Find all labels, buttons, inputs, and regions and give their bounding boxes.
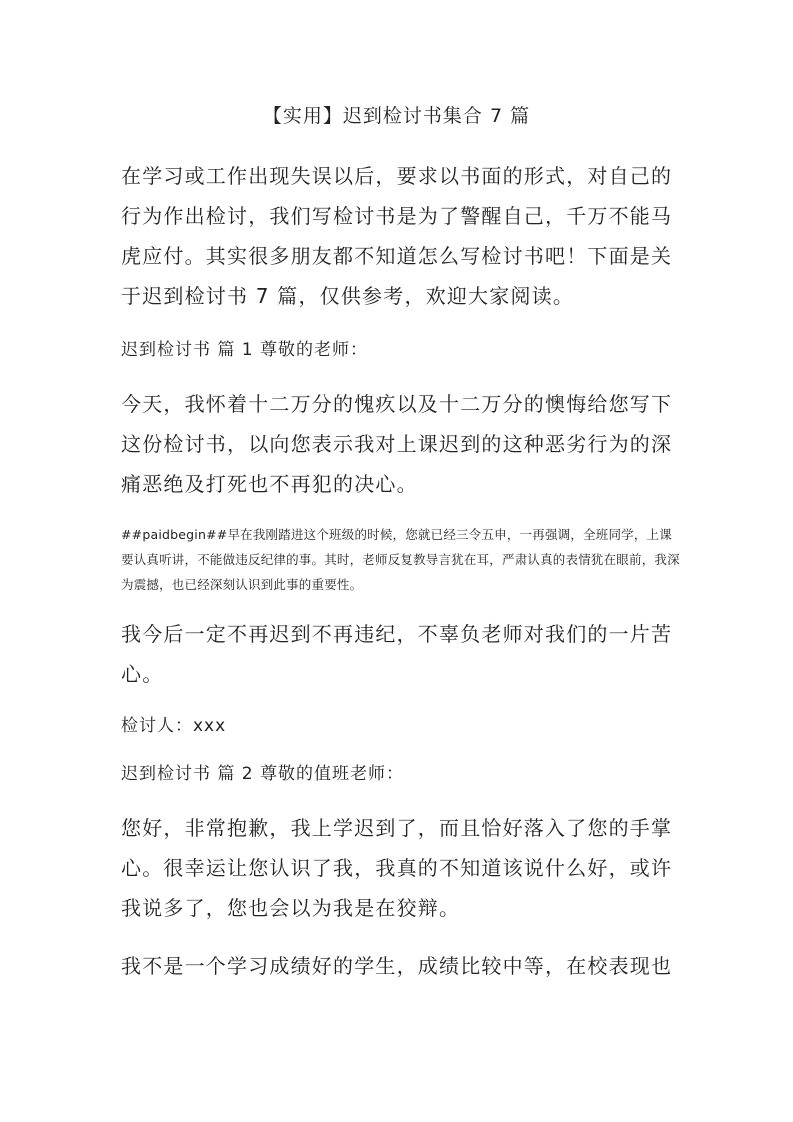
section-1-paragraph-3: 我今后一定不再迟到不再违纪，不辜负老师对我们的一片苦心。 bbox=[121, 622, 673, 686]
section-2-paragraph-2: 我不是一个学习成绩好的学生，成绩比较中等，在校表现也 bbox=[121, 954, 673, 978]
section-2-paragraph-1: 您好，非常抱歉，我上学迟到了，而且恰好落入了您的手掌心。很幸运让您认识了我，我真的不知道该说什么好，或许我说多了，您也会以为我是在狡辩。 bbox=[121, 816, 673, 920]
section-1-signature: 检讨人：xxx bbox=[121, 716, 227, 736]
section-1-heading: 迟到检讨书 篇 1 尊敬的老师： bbox=[121, 340, 369, 360]
document-title: 【实用】迟到检讨书集合 7 篇 bbox=[262, 105, 531, 127]
intro-paragraph: 在学习或工作出现失误以后，要求以书面的形式，对自己的行为作出检讨，我们写检讨书是为了警醒自己，千万不能马虎应付。其实很多朋友都不知道怎么写检讨书吧！下面是关于迟到检讨书 7 篇，仅供参考，欢迎大家阅读。 bbox=[121, 164, 673, 308]
section-1-paragraph-2: ##paidbegin##早在我刚踏进这个班级的时候，您就已经三令五申，一再强调，全班同学，上课要认真听讲，不能做违反纪律的事。其时，老师反复教导言犹在耳，严肃认真的表情犹在眼前，我深为震撼，也已经深刻认识到此事的重要性。 bbox=[121, 527, 680, 592]
document-body bbox=[121, 156, 681, 986]
section-2-heading: 迟到检讨书 篇 2 尊敬的值班老师： bbox=[121, 764, 405, 784]
section-1-paragraph-1: 今天，我怀着十二万分的愧疚以及十二万分的懊悔给您写下这份检讨书，以向您表示我对上课迟到的这种恶劣行为的深痛恶绝及打死也不再犯的决心。 bbox=[121, 392, 673, 496]
